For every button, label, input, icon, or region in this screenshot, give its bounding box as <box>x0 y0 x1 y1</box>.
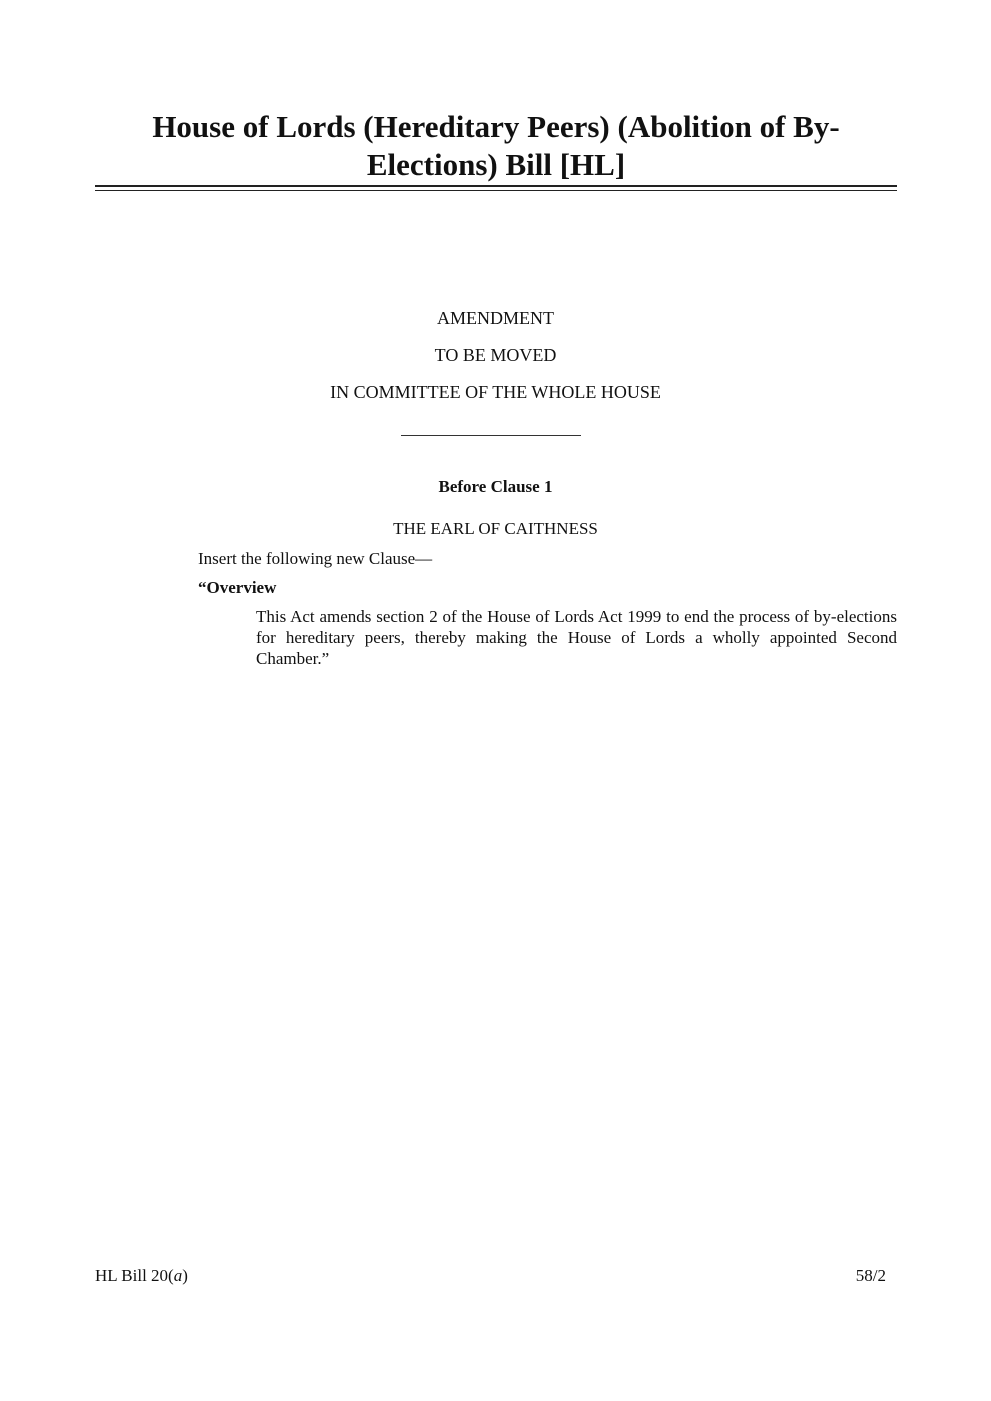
amendment-label: AMENDMENT <box>437 308 554 328</box>
clause-heading: “Overview <box>198 578 277 597</box>
mover-name: THE EARL OF CAITHNESS <box>393 519 598 538</box>
instruction-text: Insert the following new Clause— <box>198 549 433 568</box>
clause-body: This Act amends section 2 of the House of Lords Act 1999 to end the process of by-elections for hereditary peers, thereby making the House of Lords a wholly appointed Second Chamber.” <box>256 607 897 668</box>
bill-reference-close: ) <box>182 1266 188 1285</box>
bill-reference-italic: a <box>173 1266 183 1285</box>
position-heading: Before Clause 1 <box>438 477 553 496</box>
bill-title: House of Lords (Hereditary Peers) (Abolition of By-Elections) Bill [HL] <box>152 109 840 182</box>
print-reference: 58/2 <box>855 1266 886 1285</box>
section-divider <box>401 435 581 436</box>
bill-reference <box>95 1265 188 1287</box>
title-rule-thick <box>95 185 897 187</box>
bill-reference-prefix: HL Bill 20( <box>95 1266 174 1285</box>
committee-label: IN COMMITTEE OF THE WHOLE HOUSE <box>330 382 661 402</box>
title-rule-thin <box>95 190 897 191</box>
moved-label: TO BE MOVED <box>434 345 557 365</box>
